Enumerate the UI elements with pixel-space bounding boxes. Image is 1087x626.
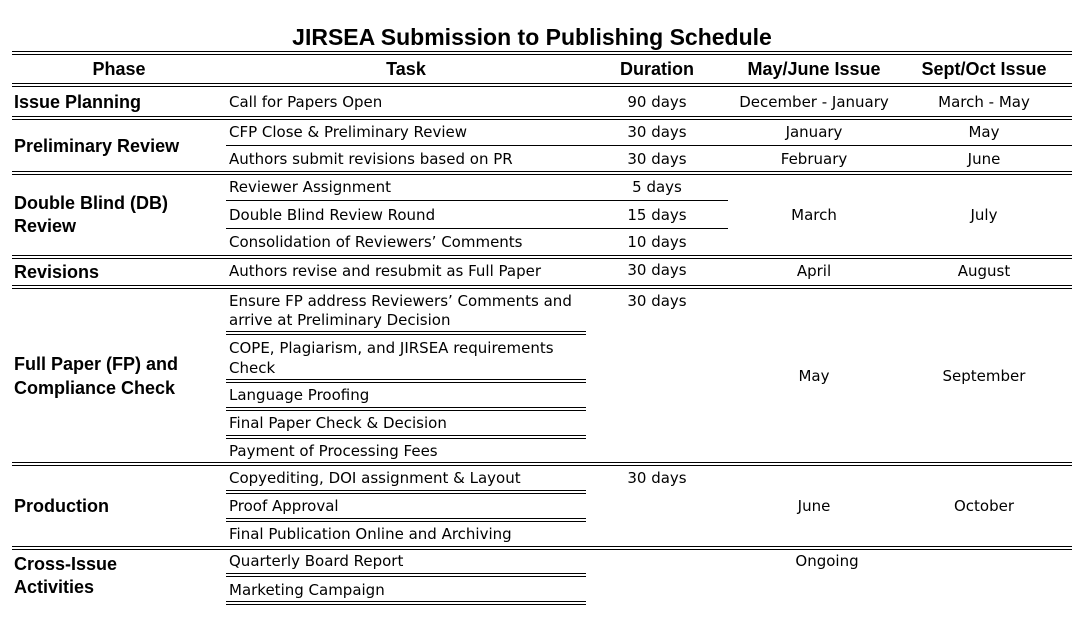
task-cell: COPE, Plagiarism, and JIRSEA requirements (229, 339, 554, 357)
task-cell: Payment of Processing Fees (229, 442, 438, 460)
rule-phase-6b (12, 549, 1072, 550)
header-duration: Duration (620, 59, 694, 79)
may-june-cell: April (796, 262, 832, 280)
task-cell: Call for Papers Open (229, 93, 383, 111)
may-june-cell: June (797, 497, 831, 515)
rule-phase-2a (12, 171, 1072, 172)
duration-cell: 90 days (627, 93, 687, 111)
task-cell: Proof Approval (229, 497, 339, 515)
duration-cell: 30 days (627, 261, 687, 279)
sept-oct-cell: September (942, 367, 1026, 385)
rule-row-fp4a (226, 435, 586, 436)
rule-header-2 (12, 86, 1072, 87)
rule-row-fp2a (226, 379, 586, 380)
rule-top-1 (12, 51, 1072, 52)
task-cell: Final Publication Online and Archiving (229, 525, 512, 543)
duration-cell: 15 days (627, 206, 687, 224)
header-may-june: May/June Issue (747, 59, 881, 79)
sept-oct-cell: October (953, 497, 1015, 515)
rule-row-prod1b (226, 493, 586, 494)
page-title: JIRSEA Submission to Publishing Schedule (292, 24, 772, 50)
phase-cross-issue: Cross-Issue (14, 554, 118, 574)
rule-row-fp1a (226, 331, 586, 332)
may-june-cell: December - January (739, 93, 889, 111)
phase-double-blind: Double Blind (DB) (14, 193, 168, 213)
task-cell: Final Paper Check & Decision (229, 414, 447, 432)
rule-phase-4b (12, 288, 1072, 289)
rule-phase-2b (12, 174, 1072, 175)
may-june-cell: March (791, 206, 837, 224)
phase-revisions: Revisions (14, 262, 100, 282)
task-cell-continued: Check (229, 359, 276, 377)
rule-top-2 (12, 54, 1072, 55)
rule-row-db2 (226, 228, 728, 229)
task-cell: Authors revise and resubmit as Full Paper (229, 262, 542, 280)
phase-issue-planning: Issue Planning (14, 92, 142, 112)
task-cell: Double Blind Review Round (229, 206, 436, 224)
rule-header-1 (12, 83, 1072, 84)
sept-oct-cell: June (967, 150, 1001, 168)
sept-oct-cell: March - May (938, 93, 1030, 111)
rule-row-fp2b (226, 382, 586, 383)
duration-cell: 5 days (632, 178, 682, 196)
rule-row-cross2b (226, 604, 586, 605)
header-sept-oct: Sept/Oct Issue (921, 59, 1047, 79)
duration-cell: 30 days (627, 292, 687, 310)
rule-row-prod2b (226, 521, 586, 522)
duration-cell: 30 days (627, 150, 687, 168)
rule-phase-3a (12, 255, 1072, 256)
may-june-cell: February (780, 150, 848, 168)
rule-phase-3b (12, 258, 1072, 259)
task-cell: Language Proofing (229, 386, 370, 404)
task-cell: Copyediting, DOI assignment & Layout (229, 469, 521, 487)
rule-row-fp3b (226, 410, 586, 411)
duration-cell: 30 days (627, 123, 687, 141)
rule-phase-1b (12, 119, 1072, 120)
sept-oct-cell: August (957, 262, 1011, 280)
rule-row-fp3a (226, 407, 586, 408)
phase-double-blind-line2: Review (14, 216, 77, 236)
header-task: Task (386, 59, 426, 79)
rule-row-cross1b (226, 576, 586, 577)
rule-phase-6a (12, 546, 1072, 547)
rule-phase-5a (12, 462, 1072, 463)
task-cell: Quarterly Board Report (229, 552, 404, 570)
rule-row-db1 (226, 200, 728, 201)
header-phase: Phase (92, 59, 146, 79)
task-cell: Marketing Campaign (229, 581, 385, 599)
phase-production: Production (14, 496, 109, 516)
phase-cross-issue-line2: Activities (14, 577, 95, 597)
task-cell: Consolidation of Reviewers’ Comments (229, 233, 523, 251)
sept-oct-cell: July (970, 206, 998, 224)
may-june-cell: January (785, 123, 843, 141)
task-cell: Authors submit revisions based on PR (229, 150, 513, 168)
rule-phase-5b (12, 465, 1072, 466)
task-cell: Ensure FP address Reviewers’ Comments and (229, 292, 572, 310)
phase-preliminary-review: Preliminary Review (14, 136, 180, 156)
sept-oct-cell: May (968, 123, 1000, 141)
ongoing-status: Ongoing (795, 552, 859, 570)
rule-row-prod2a (226, 518, 586, 519)
rule-row-pr (226, 145, 1072, 146)
duration-cell: 10 days (627, 233, 687, 251)
task-cell: Reviewer Assignment (229, 178, 391, 196)
rule-row-fp4b (226, 438, 586, 439)
phase-full-paper-line2: Compliance Check (14, 378, 176, 398)
rule-phase-1a (12, 116, 1072, 117)
task-cell-continued: arrive at Preliminary Decision (229, 311, 451, 329)
rule-row-fp1b (226, 334, 586, 335)
rule-phase-4a (12, 285, 1072, 286)
rule-row-cross1a (226, 573, 586, 574)
may-june-cell: May (798, 367, 830, 385)
phase-full-paper: Full Paper (FP) and (14, 354, 179, 374)
rule-row-cross2a (226, 601, 586, 602)
rule-row-prod1a (226, 490, 586, 491)
task-cell: CFP Close & Preliminary Review (229, 123, 468, 141)
duration-cell: 30 days (627, 469, 687, 487)
